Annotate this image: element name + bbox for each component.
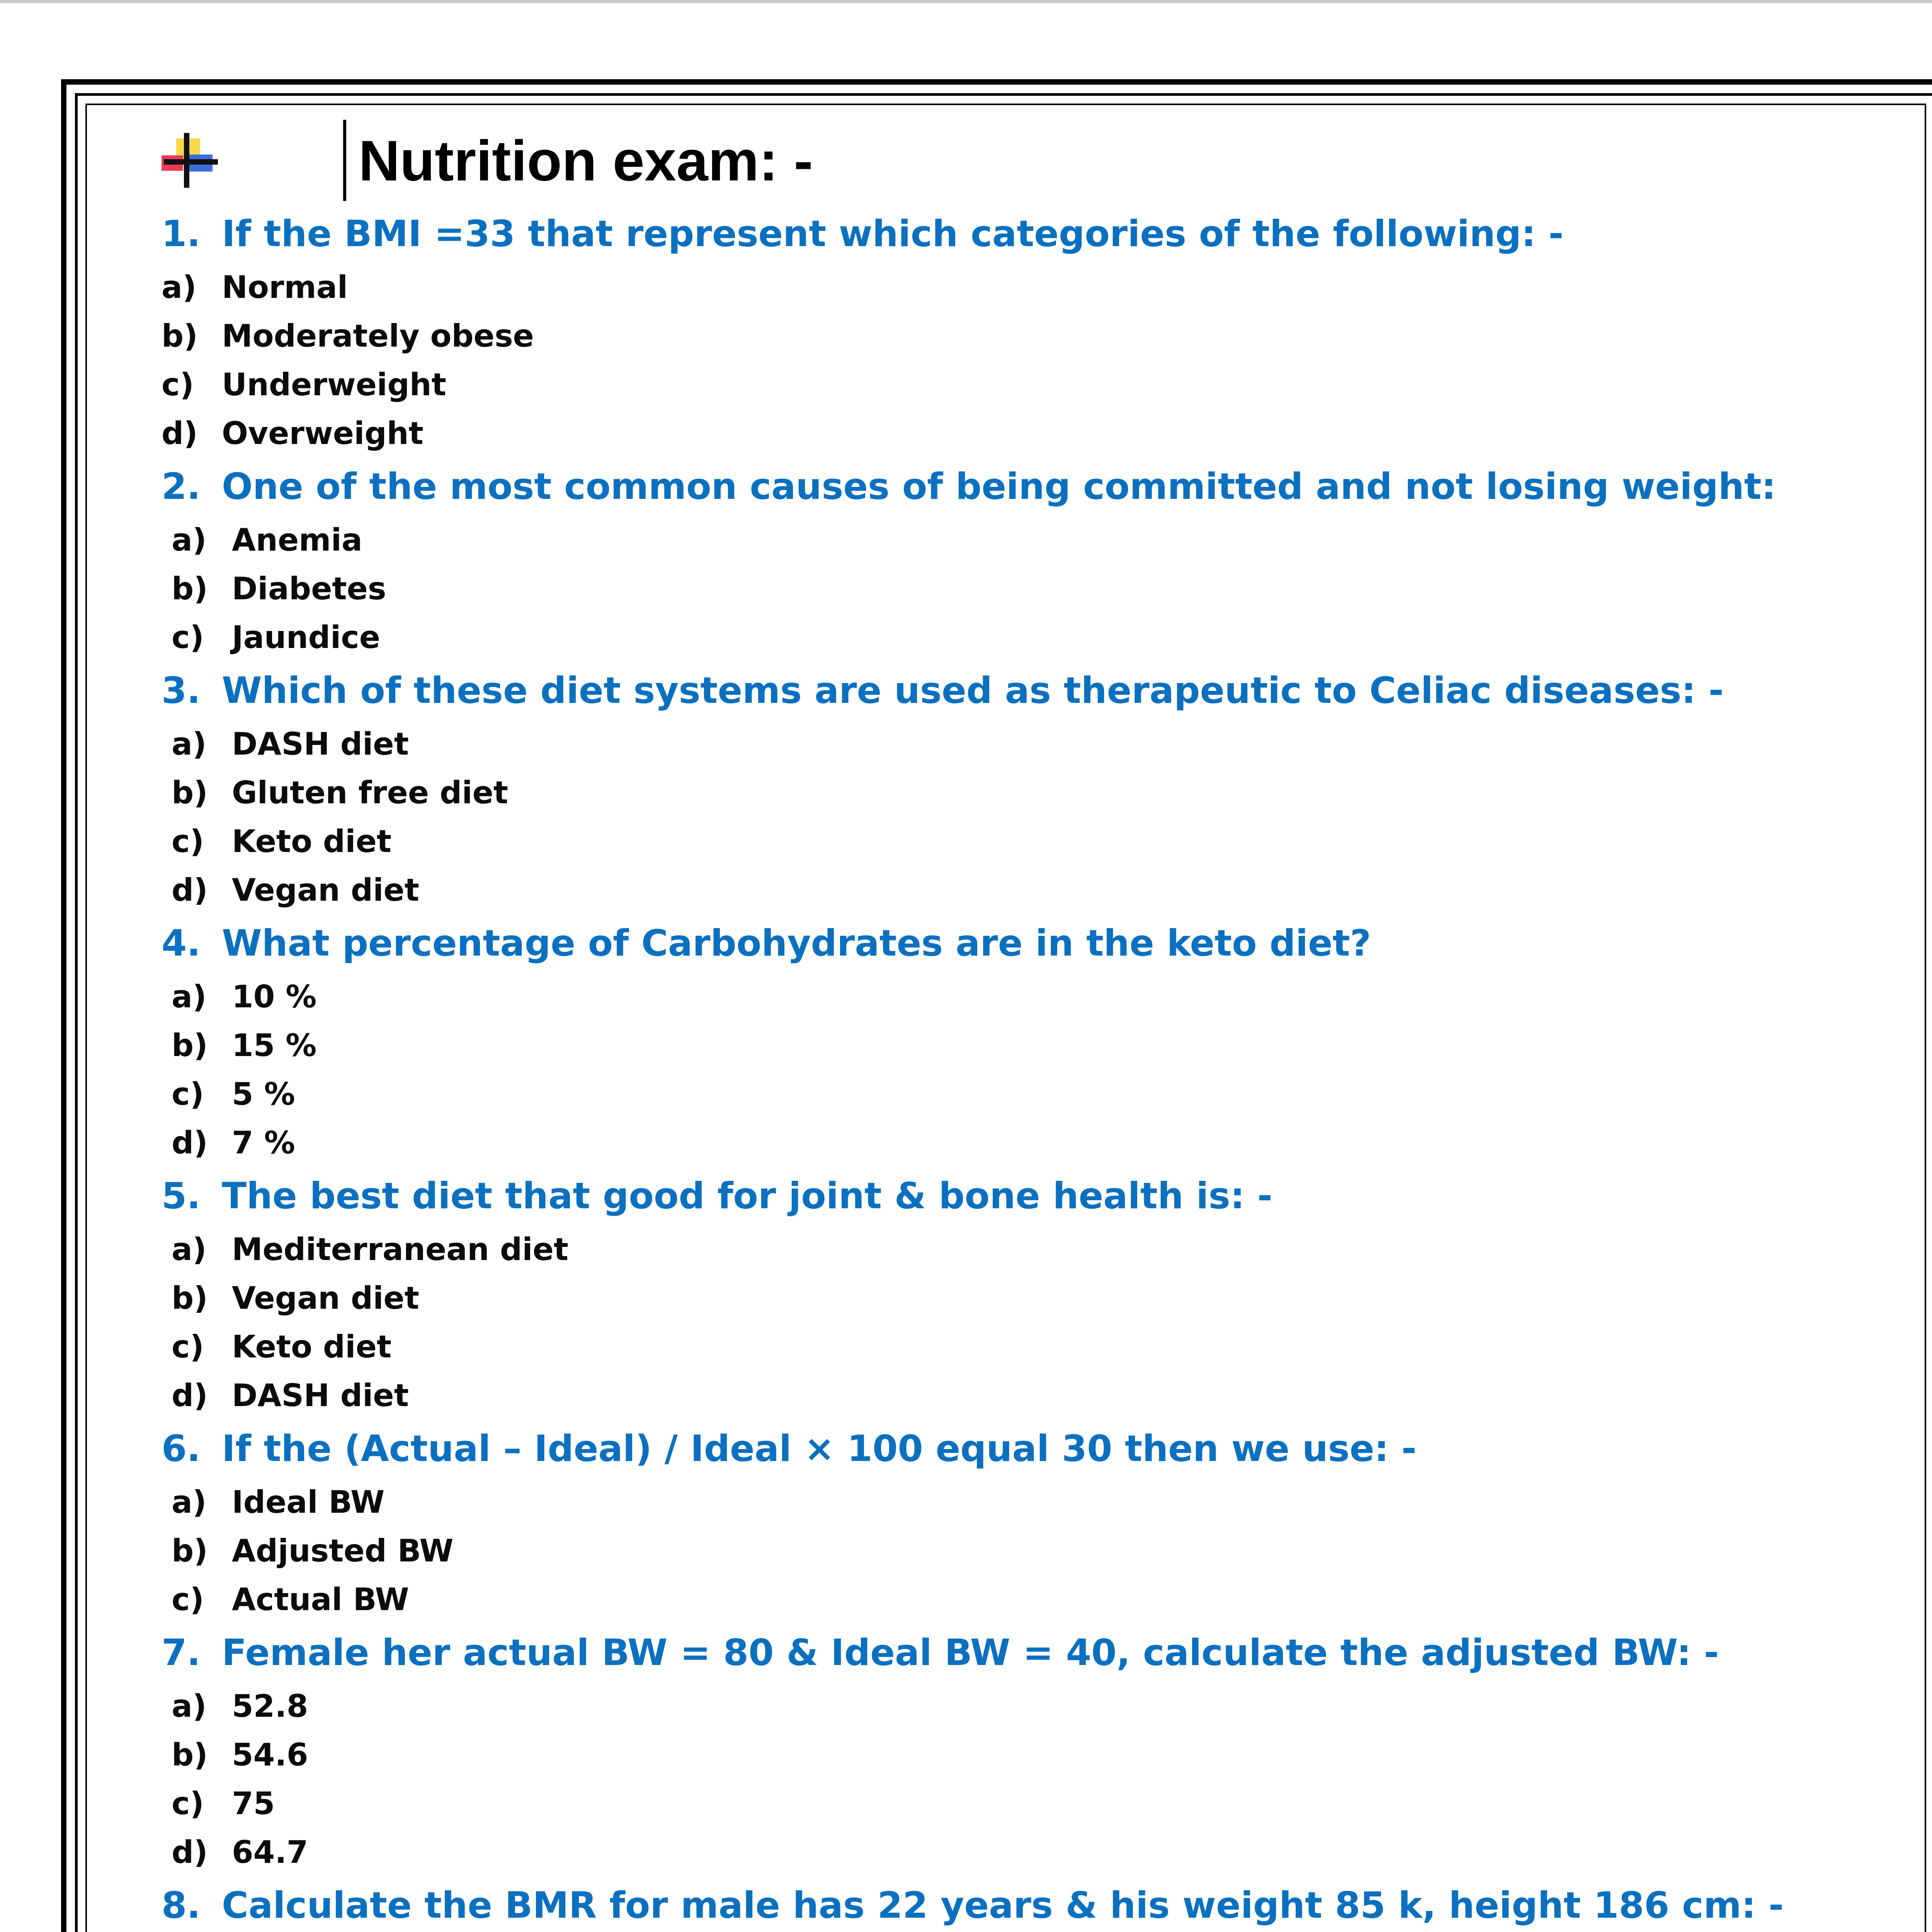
question-number: 1. — [162, 213, 201, 255]
question-title — [162, 1624, 1862, 1682]
question-number: 4. — [162, 922, 201, 964]
answer-option — [162, 1575, 1862, 1624]
option-letter: d) — [172, 1834, 208, 1870]
question-title — [162, 457, 1862, 515]
option-text: Gluten free diet — [232, 774, 509, 811]
question-number: 5. — [162, 1175, 201, 1217]
answer-option — [162, 1371, 1862, 1420]
question-7 — [162, 1624, 1862, 1876]
question-title — [162, 662, 1862, 719]
option-list — [162, 515, 1862, 662]
option-letter: c) — [172, 1076, 204, 1112]
question-text: Calculate the BMR for male has 22 years & his weight 85 k, height 186 cm: - — [222, 1884, 1784, 1927]
question-6 — [162, 1420, 1862, 1624]
answer-option — [162, 564, 1862, 613]
option-letter: c) — [172, 823, 204, 859]
option-text: Vegan diet — [232, 1280, 420, 1316]
option-letter: a) — [172, 726, 207, 762]
option-letter: b) — [172, 774, 208, 811]
question-title — [162, 914, 1862, 972]
answer-option — [162, 1021, 1862, 1070]
answer-option — [162, 409, 1862, 457]
option-text: 5 % — [232, 1076, 295, 1112]
exam-content — [162, 116, 1862, 1932]
answer-option — [162, 1730, 1862, 1779]
option-text: 7 % — [232, 1124, 295, 1161]
option-text: 64.7 — [232, 1834, 308, 1870]
option-text: Underweight — [222, 366, 446, 403]
question-text: What percentage of Carbohydrates are in the keto diet? — [222, 922, 1371, 964]
answer-option — [162, 1526, 1862, 1575]
answer-option — [162, 972, 1862, 1021]
answer-option — [162, 719, 1862, 768]
answer-option — [162, 613, 1862, 662]
option-text: Normal — [222, 269, 348, 305]
option-text: Jaundice — [232, 619, 381, 655]
option-text: 10 % — [232, 978, 317, 1015]
option-list — [162, 972, 1862, 1167]
option-text: DASH diet — [232, 726, 409, 762]
question-number: 6. — [162, 1427, 201, 1470]
page-title: Nutrition exam: - — [359, 129, 813, 193]
option-text: Mediterranean diet — [232, 1231, 569, 1267]
question-title — [162, 1167, 1862, 1225]
option-letter: b) — [172, 1280, 208, 1316]
colorful-cross-bullet-icon — [162, 131, 219, 189]
question-text: The best diet that good for joint & bone health is: - — [222, 1175, 1273, 1217]
option-letter: a) — [162, 269, 197, 305]
question-number: 3. — [162, 669, 201, 712]
option-text: 75 — [232, 1785, 275, 1821]
question-1 — [162, 205, 1862, 457]
answer-option — [162, 1070, 1862, 1118]
option-letter: b) — [162, 318, 198, 354]
answer-option — [162, 263, 1862, 311]
option-text: Diabetes — [232, 570, 386, 607]
answer-option — [162, 1779, 1862, 1828]
option-letter: c) — [172, 619, 204, 655]
question-text: One of the most common causes of being committed and not losing weight: — [222, 465, 1776, 508]
option-letter: d) — [172, 872, 208, 908]
option-text: Keto diet — [232, 1328, 392, 1365]
question-text: If the BMI =33 that represent which categories of the following: - — [222, 213, 1564, 255]
option-text: Ideal BW — [232, 1484, 385, 1520]
option-text: DASH diet — [232, 1377, 409, 1413]
option-letter: c) — [172, 1581, 204, 1617]
option-list — [162, 719, 1862, 914]
question-text: If the (Actual – Ideal) / Ideal × 100 equal 30 then we use: - — [222, 1427, 1417, 1470]
question-text: Which of these diet systems are used as therapeutic to Celiac diseases: - — [222, 669, 1724, 712]
answer-option — [162, 817, 1862, 866]
option-list — [162, 1225, 1862, 1420]
option-letter: a) — [172, 1484, 207, 1520]
option-list — [162, 1682, 1862, 1876]
option-text: Moderately obese — [222, 318, 534, 354]
option-letter: d) — [172, 1124, 208, 1161]
option-letter: a) — [172, 1688, 207, 1724]
option-letter: d) — [162, 415, 198, 451]
question-2 — [162, 457, 1862, 662]
question-title — [162, 1876, 1862, 1932]
answer-option — [162, 1828, 1862, 1876]
option-letter: c) — [172, 1328, 204, 1365]
option-text: Overweight — [222, 415, 423, 451]
answer-option — [162, 1118, 1862, 1167]
option-letter: b) — [172, 1027, 208, 1063]
option-text: Keto diet — [232, 823, 392, 859]
question-4 — [162, 914, 1862, 1167]
question-number: 2. — [162, 465, 201, 508]
option-letter: c) — [172, 1785, 204, 1821]
question-list — [162, 205, 1862, 1932]
answer-option — [162, 1274, 1862, 1322]
answer-option — [162, 1478, 1862, 1526]
question-3 — [162, 662, 1862, 914]
question-5 — [162, 1167, 1862, 1420]
option-letter: b) — [172, 1532, 208, 1569]
question-title — [162, 1420, 1862, 1478]
answer-option — [162, 311, 1862, 360]
option-text: 15 % — [232, 1027, 317, 1063]
option-text: 54.6 — [232, 1736, 308, 1773]
question-8 — [162, 1876, 1862, 1932]
option-text: Adjusted BW — [232, 1532, 454, 1569]
question-number: 7. — [162, 1631, 201, 1674]
option-letter: a) — [172, 522, 207, 558]
option-letter: d) — [172, 1377, 208, 1413]
option-letter: a) — [172, 1231, 207, 1267]
option-list — [162, 263, 1862, 457]
answer-option — [162, 515, 1862, 564]
option-list — [162, 1478, 1862, 1624]
option-letter: c) — [162, 366, 194, 403]
question-number: 8. — [162, 1884, 201, 1927]
question-title — [162, 205, 1862, 263]
option-letter: a) — [172, 978, 207, 1015]
answer-option — [162, 1682, 1862, 1730]
option-text: Vegan diet — [232, 872, 420, 908]
question-text: Female her actual BW = 80 & Ideal BW = 40, calculate the adjusted BW: - — [222, 1631, 1719, 1674]
option-text: Actual BW — [232, 1581, 409, 1617]
answer-option — [162, 1225, 1862, 1274]
answer-option — [162, 1322, 1862, 1371]
option-text: Anemia — [232, 522, 362, 558]
title-divider — [343, 120, 346, 201]
answer-option — [162, 768, 1862, 817]
option-letter: b) — [172, 570, 208, 607]
title-row — [162, 116, 1862, 205]
option-letter: b) — [172, 1736, 208, 1773]
answer-option — [162, 866, 1862, 914]
option-text: 52.8 — [232, 1688, 308, 1724]
answer-option — [162, 360, 1862, 409]
